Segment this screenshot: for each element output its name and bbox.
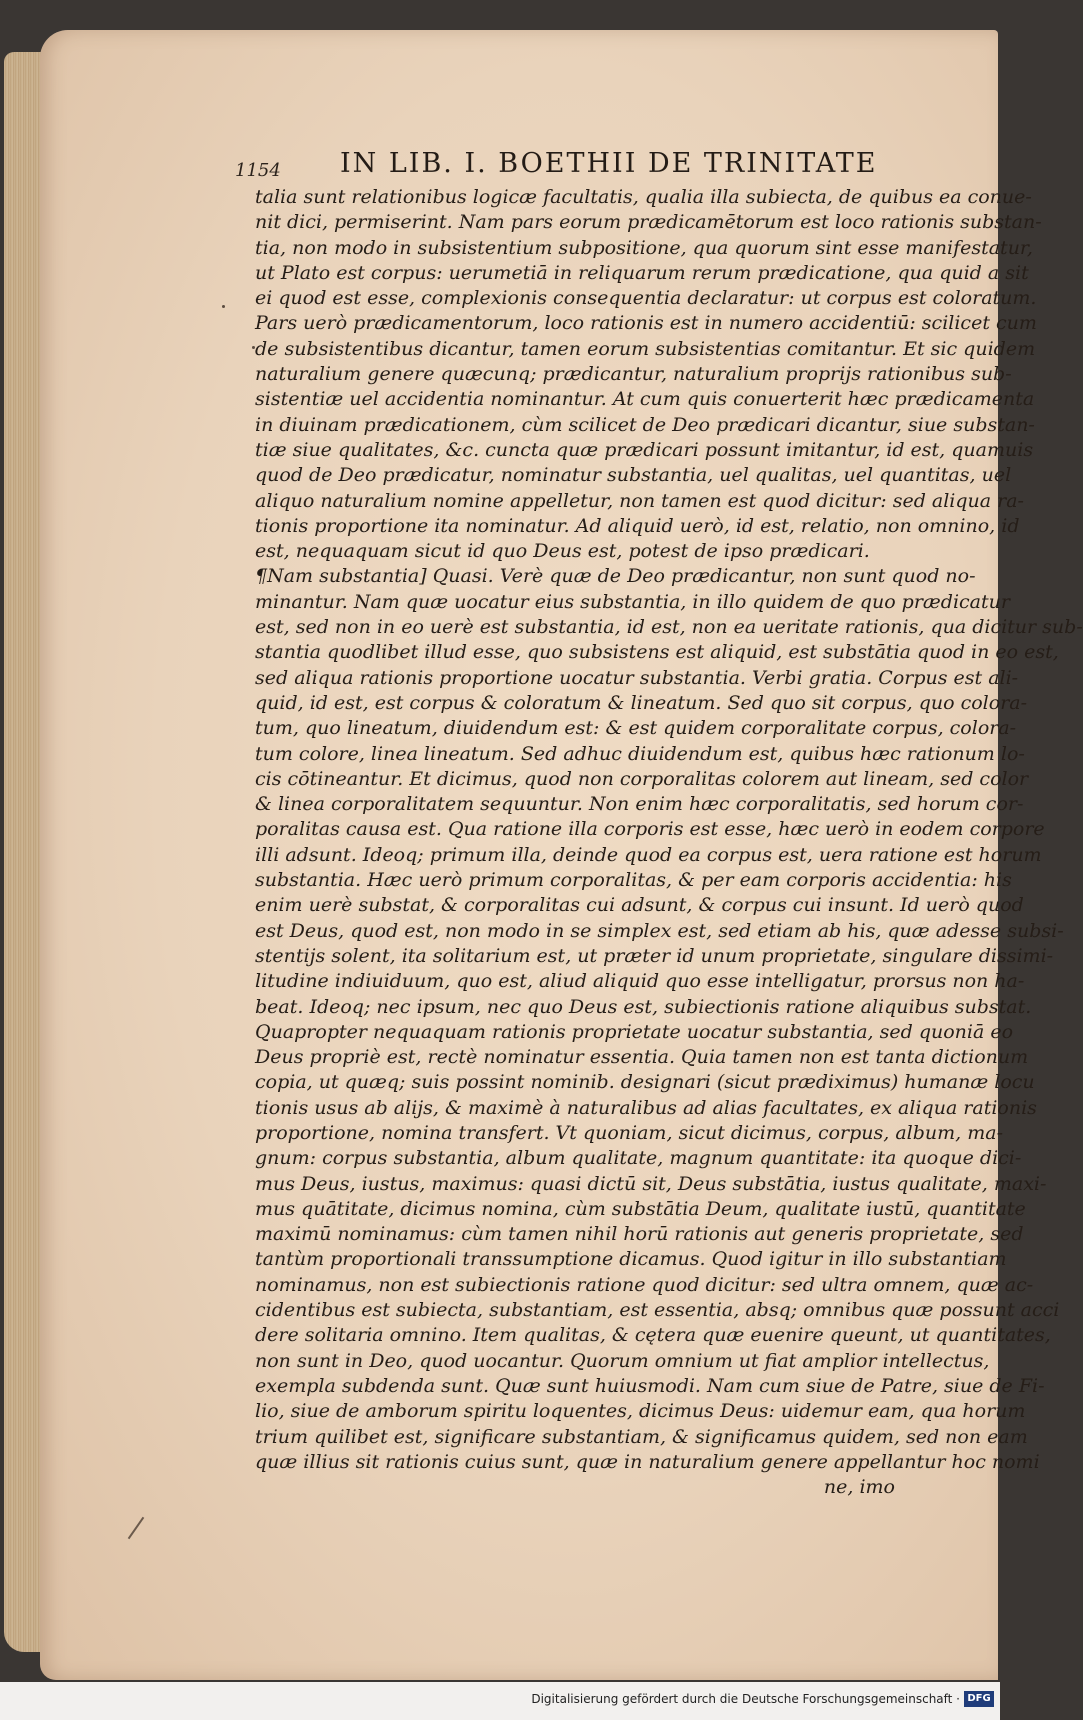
text-line: non sunt in Deo, quod uocantur. Quorum omnium ut fiat amplior intellectus, [255,1349,990,1372]
text-line: maximū nominamus: cùm tamen nihil horū rationis aut generis proprietate, sed [255,1223,1024,1246]
text-line: in diuinam prædicationem, cùm scilicet de Deo prædicari dicantur, siue substan- [255,413,1035,436]
text-line: beat. Ideoq; nec ipsum, nec quo Deus est, subiectionis ratione aliquibus substat. [255,995,1032,1018]
text-line: substantia. Hæc uerò primum corporalitas, & per eam corporis accidentia: his [255,869,1012,892]
text-line: litudine indiuiduum, quo est, aliud aliquid quo esse intelligatur, prorsus non ha- [255,970,1025,993]
text-line: ne, imo [823,1476,895,1499]
text-line: stantia quodlibet illud esse, quo subsistens est aliquid, est substātia quod in eo est, [255,641,1059,664]
pencil-dot [222,305,225,308]
text-line: ei quod est esse, complexionis consequentia declaratur: ut corpus est coloratum. [255,287,1037,310]
text-line: trium quilibet est, significare substantiam, & significamus quidem, sed non eam [255,1425,1028,1448]
text-line: naturalium genere quæcunq; prædicantur, naturalium proprijs rationibus sub- [255,363,1012,386]
text-line: illi adsunt. Ideoq; primum illa, deinde quod ea corpus est, uera ratione est horum [255,843,1042,866]
text-line: talia sunt relationibus logicæ facultatis, qualia illa subiecta, de quibus ea conue- [255,186,1032,208]
text-line: minantur. Nam quæ uocatur eius substantia, in illo quidem de quo prædicatur [255,590,1010,613]
text-line: tionis usus ab alijs, & maximè à naturalibus ad alias facultates, ex aliqua rationis [255,1096,1037,1119]
text-line: tantùm proportionali transsumptione dicamus. Quod igitur in illo substantiam [255,1248,1007,1271]
text-line: exempla subdenda sunt. Quæ sunt huiusmodi. Nam cum siue de Patre, siue de Fi- [255,1374,1045,1397]
text-line: & linea corporalitatem sequuntur. Non enim hæc corporalitatis, sed horum cor- [255,793,1024,816]
text-line: est Deus, quod est, non modo in se simplex est, sed etiam ab his, quæ adesse subsi- [255,919,1064,942]
body-text [255,185,1083,1500]
text-line: mus Deus, iustus, maximus: quasi dictū sit, Deus substātia, iustus qualitate, maxi- [255,1172,1047,1195]
text-line: est, nequaquam sicut id quo Deus est, potest de ipso prædicari. [255,540,870,563]
text-line: enim uerè substat, & corporalitas cui adsunt, & corpus cui insunt. Id uerò quod [255,894,1024,917]
text-line: aliquo naturalium nomine appelletur, non tamen est quod dicitur: sed aliqua ra- [255,489,1024,512]
text-line: tum, quo lineatum, diuidendum est: & est quidem corporalitate corpus, colora- [255,717,1017,740]
text-line: sed aliqua rationis proportione uocatur substantia. Verbi gratia. Corpus est ali- [255,666,1019,689]
text-line: ¶Nam substantia] Quasi. Verè quæ de Deo prædicantur, non sunt quod no- [255,565,976,588]
text-line: tia, non modo in subsistentium subpositione, qua quorum sint esse manifestatur, [255,236,1033,259]
text-line: tiæ siue qualitates, &c. cuncta quæ prædicari possunt imitantur, id est, quamuis [255,438,1034,461]
text-line: lio, siue de amborum spiritu loquentes, dicimus Deus: uidemur eam, qua horum [255,1400,1026,1423]
text-line: sistentiæ uel accidentia nominantur. At cum quis conuerterit hæc prædicamenta [255,388,1035,411]
text-line: proportione, nomina transfert. Vt quoniam, sicut dicimus, corpus, album, ma- [255,1121,1004,1144]
text-line: stentijs solent, ita solitarium est, ut præter id unum proprietate, singulare dissimi- [255,944,1054,967]
text-line: de subsistentibus dicantur, tamen eorum subsistentias comitantur. Et sic quidem [255,337,1036,360]
text-line: tum colore, linea lineatum. Sed adhuc diuidendum est, quibus hæc rationum lo- [255,742,1025,765]
text-line: cis cōtineantur. Et dicimus, quod non corporalitas colorem aut lineam, sed color [255,767,1029,790]
text-line: tionis proportione ita nominatur. Ad aliquid uerò, id est, relatio, non omnino, id [255,514,1020,537]
text-line: quod de Deo prædicatur, nominatur substantia, uel qualitas, uel quantitas, uel [255,464,1012,487]
footer-credit: Digitalisierung gefördert durch die Deutsche Forschungsgemeinschaft · [531,1692,960,1706]
text-line: Pars uerò prædicamentorum, loco rationis est in numero accidentiū: scilicet cum [255,312,1037,335]
page-number: 1154 [235,160,281,181]
text-line: poralitas causa est. Qua ratione illa corporis est esse, hæc uerò in eodem corpore [255,818,1045,841]
dfg-logo: DFG [964,1691,994,1707]
text-line: copia, ut quæq; suis possint nominib. designari (sicut prædiximus) humanæ locu [255,1071,1035,1094]
text-line: nominamus, non est subiectionis ratione quod dicitur: sed ultra omnem, quæ ac- [255,1273,1034,1296]
text-line: ut Plato est corpus: uerumetiā in reliquarum rerum prædicatione, qua quid a sit [255,261,1029,284]
running-title: IN LIB. I. BOETHII DE TRINITATE [340,148,878,179]
text-line: quæ illius sit rationis cuius sunt, quæ in naturalium genere appellantur hoc nomi [255,1450,1040,1473]
page-header [235,148,905,188]
footer-bar [0,1682,1000,1720]
text-line: Quapropter nequaquam rationis proprietate uocatur substantia, sed quoniā eo [255,1020,1014,1043]
text-line: mus quātitate, dicimus nomina, cùm substātia Deum, qualitate iustū, quantitate [255,1197,1026,1220]
text-line: cidentibus est subiecta, substantiam, est essentia, absq; omnibus quæ possunt acci [255,1299,1060,1322]
text-line: est, sed non in eo uerè est substantia, id est, non ea ueritate rationis, qua dicitur sub- [255,616,1083,639]
text-line: quid, id est, est corpus & coloratum & lineatum. Sed quo sit corpus, quo colora- [255,691,1028,714]
text-line: Deus propriè est, rectè nominatur essentia. Quia tamen non est tanta dictionum [255,1046,1029,1069]
pencil-dot [252,346,255,349]
text-line: nit dici, permiserint. Nam pars eorum prædicamētorum est loco rationis substan- [255,211,1042,234]
text-line: dere solitaria omnino. Item qualitas, & cętera quæ euenire queunt, ut quantitates, [255,1324,1051,1347]
text-line: gnum: corpus substantia, album qualitate, magnum quantitate: ita quoque dici- [255,1147,1022,1170]
